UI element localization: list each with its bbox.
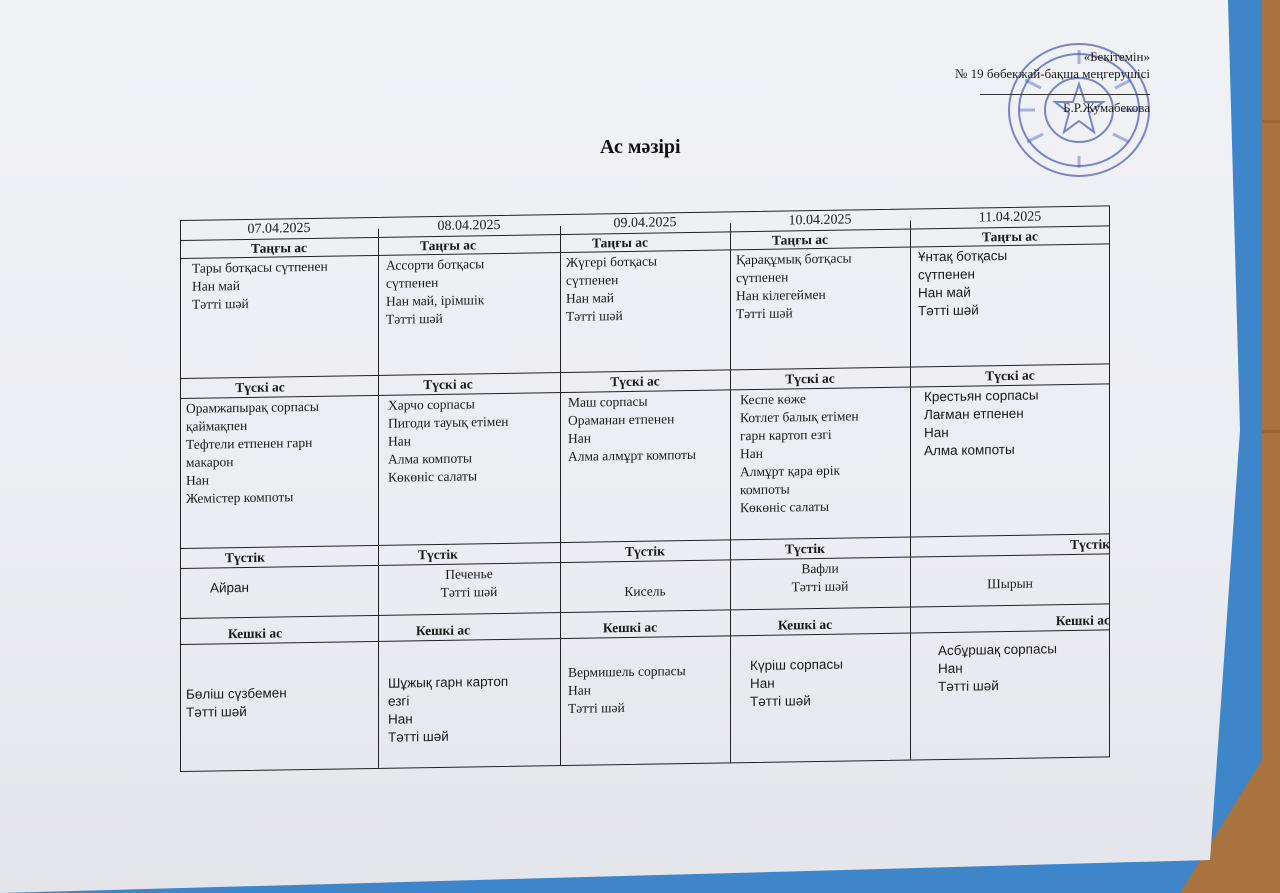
menu-item: Көкөніс салаты <box>388 468 478 485</box>
menu-item: Күріш сорпасы <box>750 656 843 674</box>
meal-header-snack: Түстік <box>225 549 265 566</box>
meal-header-dinner: Кешкі ас <box>1055 612 1110 629</box>
date-header: 09.04.2025 <box>613 215 677 232</box>
menu-item: езгі <box>388 693 410 709</box>
menu-item: Вафли <box>801 560 839 577</box>
menu-item: Жемістер компоты <box>186 489 294 506</box>
menu-item: Тәтті шәй <box>388 728 449 745</box>
lunch-items <box>388 395 509 487</box>
menu-item: Нан <box>388 711 413 727</box>
menu-item: Тәтті шәй <box>386 310 443 327</box>
menu-item: қаймақпен <box>186 417 248 434</box>
lunch-items <box>186 398 319 508</box>
menu-item: Асбұршақ сорпасы <box>938 641 1057 659</box>
snack-items <box>210 579 249 598</box>
menu-item: Айран <box>210 579 250 596</box>
menu-item: сүтпенен <box>566 272 619 288</box>
menu-item: Шұжық гарн картоп <box>388 673 509 691</box>
approval-position: № 19 бөбекжай-бақша меңгерушісі <box>954 66 1150 81</box>
dinner-items <box>388 673 508 747</box>
date-header: 07.04.2025 <box>247 220 311 237</box>
meal-header-lunch: Түскі ас <box>610 373 660 390</box>
meal-header-lunch: Түскі ас <box>785 370 835 387</box>
snack-items <box>730 559 910 598</box>
menu-item: Котлет балық етімен <box>740 408 859 426</box>
column-divider <box>378 229 379 769</box>
date-header: 08.04.2025 <box>437 217 501 234</box>
menu-item: Вермишель сорпасы <box>568 663 686 680</box>
menu-item: Алма компоты <box>924 441 1015 459</box>
menu-item: Тәтті шәй <box>791 578 849 595</box>
meal-header-snack: Түстік <box>1070 536 1110 553</box>
menu-item: Нан <box>568 430 591 446</box>
snack-items <box>560 581 730 602</box>
menu-item: Кисель <box>624 583 666 600</box>
menu-item: Маш сорпасы <box>568 393 648 410</box>
snack-items <box>910 573 1110 594</box>
menu-item: Бөліш сүзбемен <box>186 685 287 702</box>
meal-header-snack: Түстік <box>625 543 665 560</box>
menu-item: Көкөніс салаты <box>740 498 830 516</box>
lunch-items <box>568 392 696 466</box>
menu-item: Жүгері ботқасы <box>566 253 658 270</box>
menu-item: Ораманан етпенен <box>568 411 675 428</box>
approver-name: Б.Р.Жумабекова <box>1063 100 1150 115</box>
dinner-items <box>938 640 1057 696</box>
signature-line <box>980 94 1150 95</box>
meal-header-dinner: Кешкі ас <box>227 625 283 642</box>
menu-item: Нан <box>186 472 209 488</box>
meal-header-lunch: Түскі ас <box>235 379 285 396</box>
approval-block <box>900 48 1150 116</box>
dinner-items <box>186 684 287 722</box>
menu-item: Алма алмұрт компоты <box>568 446 696 464</box>
menu-item: Қарақұмық ботқасы <box>736 250 852 268</box>
menu-item: Нан май, ірімшік <box>386 292 485 309</box>
meal-header-dinner: Кешкі ас <box>777 616 833 633</box>
menu-item: сүтпенен <box>386 274 439 291</box>
dinner-items <box>568 662 686 718</box>
menu-item: Нан кілегеймен <box>736 286 826 304</box>
menu-item: гарн картоп езгі <box>740 426 832 444</box>
meal-header-dinner: Кешкі ас <box>602 619 658 636</box>
menu-item: сүтпенен <box>918 266 975 283</box>
menu-item: Тәтті шәй <box>750 693 811 710</box>
menu-item: Нан <box>750 675 775 692</box>
menu-item: Тәтті шәй <box>566 308 623 324</box>
lunch-items <box>740 389 859 517</box>
meal-header-lunch: Түскі ас <box>423 376 473 393</box>
menu-item: Тәтті шәй <box>192 295 249 312</box>
menu-item: Нан май <box>918 284 971 301</box>
menu-item: макарон <box>186 454 234 470</box>
menu-item: Тефтели етпенен гарн <box>186 434 313 452</box>
breakfast-items <box>918 247 1007 320</box>
menu-item: Нан <box>938 660 963 677</box>
menu-item: Нан <box>740 445 763 462</box>
menu-item: Шырын <box>987 575 1033 592</box>
menu-item: Печенье <box>445 566 493 582</box>
meal-header-breakfast: Таңғы ас <box>592 234 648 251</box>
menu-item: компоты <box>740 481 790 498</box>
breakfast-items <box>192 258 328 314</box>
menu-item: Тәтті шәй <box>918 302 979 319</box>
dinner-items <box>750 656 843 711</box>
column-divider <box>730 223 731 763</box>
meal-header-breakfast: Таңғы ас <box>772 231 828 248</box>
meal-header-breakfast: Таңғы ас <box>251 240 307 256</box>
meal-header-dinner: Кешкі ас <box>415 622 471 639</box>
menu-item: Тары ботқасы сүтпенен <box>192 258 328 276</box>
menu-item: Тәтті шәй <box>736 305 793 322</box>
menu-item: Нан май <box>566 290 615 306</box>
menu-item: Нан май <box>192 278 241 294</box>
snack-items <box>378 564 560 603</box>
meal-header-lunch: Түскі ас <box>985 367 1035 384</box>
meal-header-snack: Түстік <box>785 540 825 557</box>
menu-item: Тәтті шәй <box>440 584 498 600</box>
meal-header-breakfast: Таңғы ас <box>982 228 1038 245</box>
menu-item: Ұнтақ ботқасы <box>918 248 1008 265</box>
breakfast-items <box>736 249 852 323</box>
column-divider <box>910 221 911 761</box>
menu-item: сүтпенен <box>736 269 789 286</box>
menu-item: Кеспе көже <box>740 391 806 408</box>
approval-signature <box>900 82 1150 116</box>
page-title: Ас мәзірі <box>600 136 681 158</box>
menu-item: Тәтті шәй <box>938 678 999 695</box>
date-header: 10.04.2025 <box>788 212 852 229</box>
menu-item: Лағман етпенен <box>924 405 1024 423</box>
menu-item: Нан <box>388 433 411 449</box>
menu-item: Пигоди тауық етімен <box>388 413 509 431</box>
menu-item: Крестьян сорпасы <box>924 387 1039 405</box>
meal-header-breakfast: Таңғы ас <box>420 237 476 254</box>
menu-item: Нан <box>568 682 591 698</box>
column-divider <box>560 226 561 766</box>
breakfast-items <box>386 255 484 329</box>
date-header: 11.04.2025 <box>978 209 1042 226</box>
menu-item: Нан <box>924 424 949 441</box>
lunch-items <box>924 387 1039 461</box>
meal-header-snack: Түстік <box>418 546 458 563</box>
menu-table <box>180 205 1110 772</box>
menu-item: Орамжапырақ сорпасы <box>186 398 319 416</box>
menu-item: Алмұрт қара өрік <box>740 462 841 480</box>
menu-item: Ассорти ботқасы <box>386 256 485 273</box>
menu-item: Алма компоты <box>388 450 472 467</box>
breakfast-items <box>566 253 657 326</box>
menu-item: Харчо сорпасы <box>388 396 475 413</box>
approval-heading: «Бекітемін» <box>1083 49 1150 64</box>
menu-item: Тәтті шәй <box>186 703 247 720</box>
menu-item: Тәтті шәй <box>568 700 625 716</box>
